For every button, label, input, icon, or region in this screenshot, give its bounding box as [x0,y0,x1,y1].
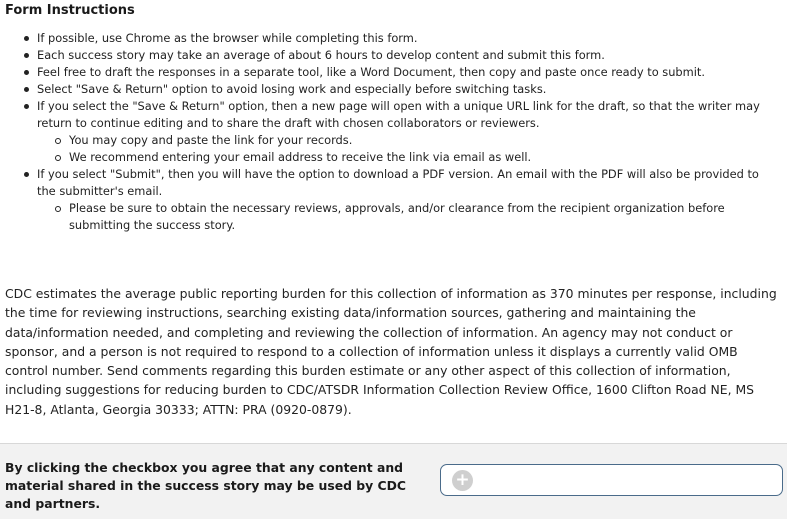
instruction-item: Each success story may take an average of about 6 hours to develop content and submit this form. [24,47,779,64]
instruction-item: If possible, use Chrome as the browser while completing this form. [24,30,779,47]
sub-instruction-item: Please be sure to obtain the necessary reviews, approvals, and/or clearance from the recipient organization before submitting the success story. [37,200,779,234]
instruction-text: If you select "Submit", then you will have the option to download a PDF version. An email with the PDF will also be provided to the submitter's email. [37,167,759,198]
burden-statement: CDC estimates the average public reporting burden for this collection of information as 370 minutes per response, including the time for reviewing instructions, searching existing data/information sources, gathering and maintaining the data/information needed, and completing and reviewing the collection of information. An agency may not conduct or sponsor, and a person is not required to respond to a collection of information unless it displays a currently valid OMB control number. Send comments regarding this burden estimate or any other aspect of this collection of information, including suggestions for reducing burden to CDC/ATSDR Information Collection Review Office, 1600 Clifton Road NE, MS H21-8, Atlanta, Georgia 30333; ATTN: PRA (0920-0879). [5,286,777,417]
consent-checkbox[interactable] [440,464,783,496]
instruction-item: Feel free to draft the responses in a separate tool, like a Word Document, then copy and paste once ready to submit. [24,64,779,81]
instructions-list [24,30,779,234]
consent-section [0,443,787,519]
form-instructions-heading: Form Instructions [5,3,135,18]
instruction-text: If you select the "Save & Return" option, then a new page will open with a unique URL link for the draft, so that the writer may return to continue editing and to share the draft with chosen collaborators or reviewers. [37,99,760,130]
consent-label: By clicking the checkbox you agree that any content and material shared in the success story may be used by CDC and partners. [5,460,407,511]
instruction-item-save-return [24,98,779,166]
sub-instruction-item: We recommend entering your email address to receive the link via email as well. [37,149,779,166]
instruction-item-submit [24,166,779,234]
sub-instruction-item: You may copy and paste the link for your records. [37,132,779,149]
instruction-item: Select "Save & Return" option to avoid losing work and especially before switching tasks. [24,81,779,98]
plus-icon[interactable]: + [452,470,473,491]
